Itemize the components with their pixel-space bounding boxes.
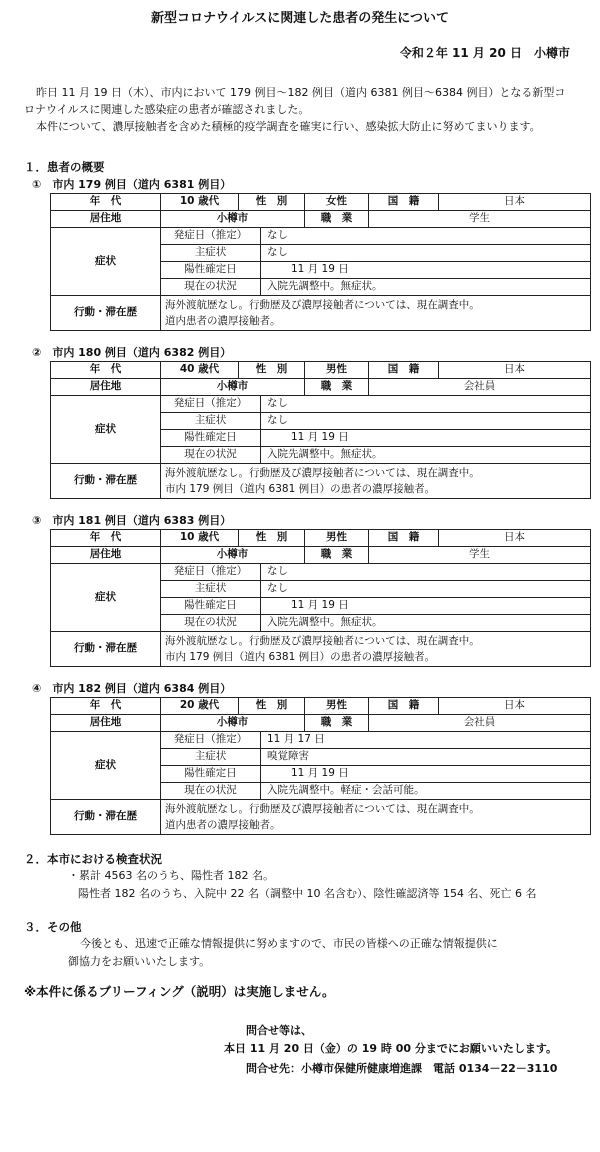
nationality-value: 日本 — [439, 529, 591, 546]
occupation-value: 会社員 — [369, 378, 591, 395]
sex-value: 女性 — [305, 193, 369, 210]
sex-label: 性 別 — [239, 697, 305, 714]
onset-value: 11 月 17 日 — [261, 731, 591, 748]
sex-value: 男性 — [305, 361, 369, 378]
positive-date-label: 陽性確定日 — [161, 261, 261, 278]
testing-breakdown-line: 陽性者 182 名のうち、入院中 22 名（調整中 10 名含む）、陰性確認済等 154 名、死亡 6 名 — [78, 887, 537, 901]
onset-label: 発症日（推定） — [161, 227, 261, 244]
main-symptom-value: なし — [261, 580, 591, 597]
activity-line-2: 市内 179 例目（道内 6381 例目）の患者の濃厚接触者。 — [165, 482, 436, 495]
section-3-body — [68, 935, 576, 970]
residence-label: 居住地 — [51, 546, 161, 563]
positive-date-value: 11 月 19 日 — [261, 765, 591, 782]
activity-value — [161, 295, 591, 330]
main-symptom-label: 主症状 — [161, 580, 261, 597]
patient-table — [50, 361, 591, 499]
sex-label: 性 別 — [239, 529, 305, 546]
sex-value: 男性 — [305, 529, 369, 546]
age-label: 年 代 — [51, 193, 161, 210]
residence-label: 居住地 — [51, 378, 161, 395]
status-label: 現在の状況 — [161, 446, 261, 463]
section-1-heading: １．患者の概要 — [24, 160, 105, 175]
positive-date-value: 11 月 19 日 — [261, 261, 591, 278]
age-value: 20 歳代 — [161, 697, 239, 714]
briefing-notice: ※本件に係るブリーフィング（説明）は実施しません。 — [24, 983, 335, 999]
onset-label: 発症日（推定） — [161, 395, 261, 412]
contact-intro: 問合せ等は、 — [246, 1023, 312, 1037]
section-2-body — [68, 867, 576, 902]
activity-label: 行動・滞在歴 — [51, 295, 161, 330]
status-value: 入院先調整中。軽症・会話可能。 — [261, 782, 591, 799]
activity-line-2: 道内患者の濃厚接触者。 — [165, 818, 281, 831]
activity-value — [161, 463, 591, 498]
positive-date-label: 陽性確定日 — [161, 429, 261, 446]
symptoms-label: 症状 — [51, 731, 161, 799]
sex-value: 男性 — [305, 697, 369, 714]
status-label: 現在の状況 — [161, 614, 261, 631]
occupation-value: 会社員 — [369, 714, 591, 731]
patient-table — [50, 193, 591, 331]
positive-date-label: 陽性確定日 — [161, 765, 261, 782]
onset-value: なし — [261, 227, 591, 244]
activity-label: 行動・滞在歴 — [51, 631, 161, 666]
main-symptom-value: なし — [261, 412, 591, 429]
intro-text — [24, 84, 576, 135]
residence-label: 居住地 — [51, 714, 161, 731]
occupation-label: 職 業 — [305, 714, 369, 731]
activity-line-2: 道内患者の濃厚接触者。 — [165, 314, 281, 327]
activity-label: 行動・滞在歴 — [51, 463, 161, 498]
main-symptom-value: 嗅覚障害 — [261, 748, 591, 765]
age-label: 年 代 — [51, 361, 161, 378]
nationality-label: 国 籍 — [369, 697, 439, 714]
onset-value: なし — [261, 563, 591, 580]
status-value: 入院先調整中。無症状。 — [261, 278, 591, 295]
activity-label: 行動・滞在歴 — [51, 799, 161, 834]
main-symptom-label: 主症状 — [161, 748, 261, 765]
nationality-value: 日本 — [439, 193, 591, 210]
case-heading: ② 市内 180 例目（道内 6382 例目） — [32, 345, 232, 359]
symptoms-label: 症状 — [51, 227, 161, 295]
status-value: 入院先調整中。無症状。 — [261, 614, 591, 631]
positive-date-value: 11 月 19 日 — [261, 429, 591, 446]
activity-value — [161, 799, 591, 834]
testing-total-line: ・累計 4563 名のうち、陽性者 182 名。 — [68, 869, 274, 883]
case-heading: ① 市内 179 例目（道内 6381 例目） — [32, 178, 232, 192]
main-symptom-label: 主症状 — [161, 412, 261, 429]
nationality-label: 国 籍 — [369, 529, 439, 546]
sex-label: 性 別 — [239, 193, 305, 210]
onset-label: 発症日（推定） — [161, 731, 261, 748]
age-value: 10 歳代 — [161, 529, 239, 546]
symptoms-label: 症状 — [51, 563, 161, 631]
residence-label: 居住地 — [51, 210, 161, 227]
activity-line-1: 海外渡航歴なし。行動歴及び濃厚接触者については、現在調査中。 — [165, 634, 480, 647]
intro-paragraph-2: 本件について、濃厚接触者を含めた積極的疫学調査を確実に行い、感染拡大防止に努めてまいります。 — [36, 120, 541, 134]
document-title: 新型コロナウイルスに関連した患者の発生について — [151, 11, 449, 26]
occupation-label: 職 業 — [305, 378, 369, 395]
sex-label: 性 別 — [239, 361, 305, 378]
section-3-heading: ３．その他 — [24, 919, 82, 934]
positive-date-value: 11 月 19 日 — [261, 597, 591, 614]
status-label: 現在の状況 — [161, 278, 261, 295]
activity-value — [161, 631, 591, 666]
nationality-value: 日本 — [439, 697, 591, 714]
intro-paragraph-1: 昨日 11 月 19 日（木）、市内において 179 例目～182 例目（道内 6381 例目～6384 例目）となる新型コロナウイルスに関連した感染症の患者が確認されました。 — [24, 86, 566, 117]
occupation-label: 職 業 — [305, 210, 369, 227]
other-line-1: 今後とも、迅速で正確な情報提供に努めますので、市民の皆様への正確な情報提供に — [80, 937, 498, 951]
case-heading: ④ 市内 182 例目（道内 6384 例目） — [32, 681, 232, 695]
section-2-heading: ２．本市における検査状況 — [24, 851, 162, 866]
main-symptom-value: なし — [261, 244, 591, 261]
occupation-value: 学生 — [369, 210, 591, 227]
case-heading: ③ 市内 181 例目（道内 6383 例目） — [32, 513, 232, 527]
nationality-label: 国 籍 — [369, 361, 439, 378]
residence-value: 小樽市 — [161, 378, 305, 395]
age-value: 40 歳代 — [161, 361, 239, 378]
symptoms-label: 症状 — [51, 395, 161, 463]
age-label: 年 代 — [51, 529, 161, 546]
other-line-2: 御協力をお願いいたします。 — [68, 954, 211, 968]
date-and-city: 令和２年 11 月 20 日 小樽市 — [399, 45, 570, 60]
residence-value: 小樽市 — [161, 714, 305, 731]
age-label: 年 代 — [51, 697, 161, 714]
residence-value: 小樽市 — [161, 210, 305, 227]
onset-label: 発症日（推定） — [161, 563, 261, 580]
activity-line-1: 海外渡航歴なし。行動歴及び濃厚接触者については、現在調査中。 — [165, 466, 480, 479]
patient-table — [50, 529, 591, 667]
nationality-label: 国 籍 — [369, 193, 439, 210]
positive-date-label: 陽性確定日 — [161, 597, 261, 614]
nationality-value: 日本 — [439, 361, 591, 378]
contact-deadline: 本日 11 月 20 日（金）の 19 時 00 分までにお願いいたします。 — [224, 1041, 557, 1055]
status-value: 入院先調整中。無症状。 — [261, 446, 591, 463]
contact-block — [24, 1023, 576, 1077]
case-list — [24, 177, 576, 835]
residence-value: 小樽市 — [161, 546, 305, 563]
activity-line-1: 海外渡航歴なし。行動歴及び濃厚接触者については、現在調査中。 — [165, 298, 480, 311]
activity-line-2: 市内 179 例目（道内 6381 例目）の患者の濃厚接触者。 — [165, 650, 436, 663]
main-symptom-label: 主症状 — [161, 244, 261, 261]
occupation-value: 学生 — [369, 546, 591, 563]
contact-info: 問合せ先：小樽市保健所健康増進課 電話 0134－22－3110 — [246, 1061, 558, 1075]
patient-table — [50, 697, 591, 835]
activity-line-1: 海外渡航歴なし。行動歴及び濃厚接触者については、現在調査中。 — [165, 802, 480, 815]
occupation-label: 職 業 — [305, 546, 369, 563]
status-label: 現在の状況 — [161, 782, 261, 799]
age-value: 10 歳代 — [161, 193, 239, 210]
onset-value: なし — [261, 395, 591, 412]
